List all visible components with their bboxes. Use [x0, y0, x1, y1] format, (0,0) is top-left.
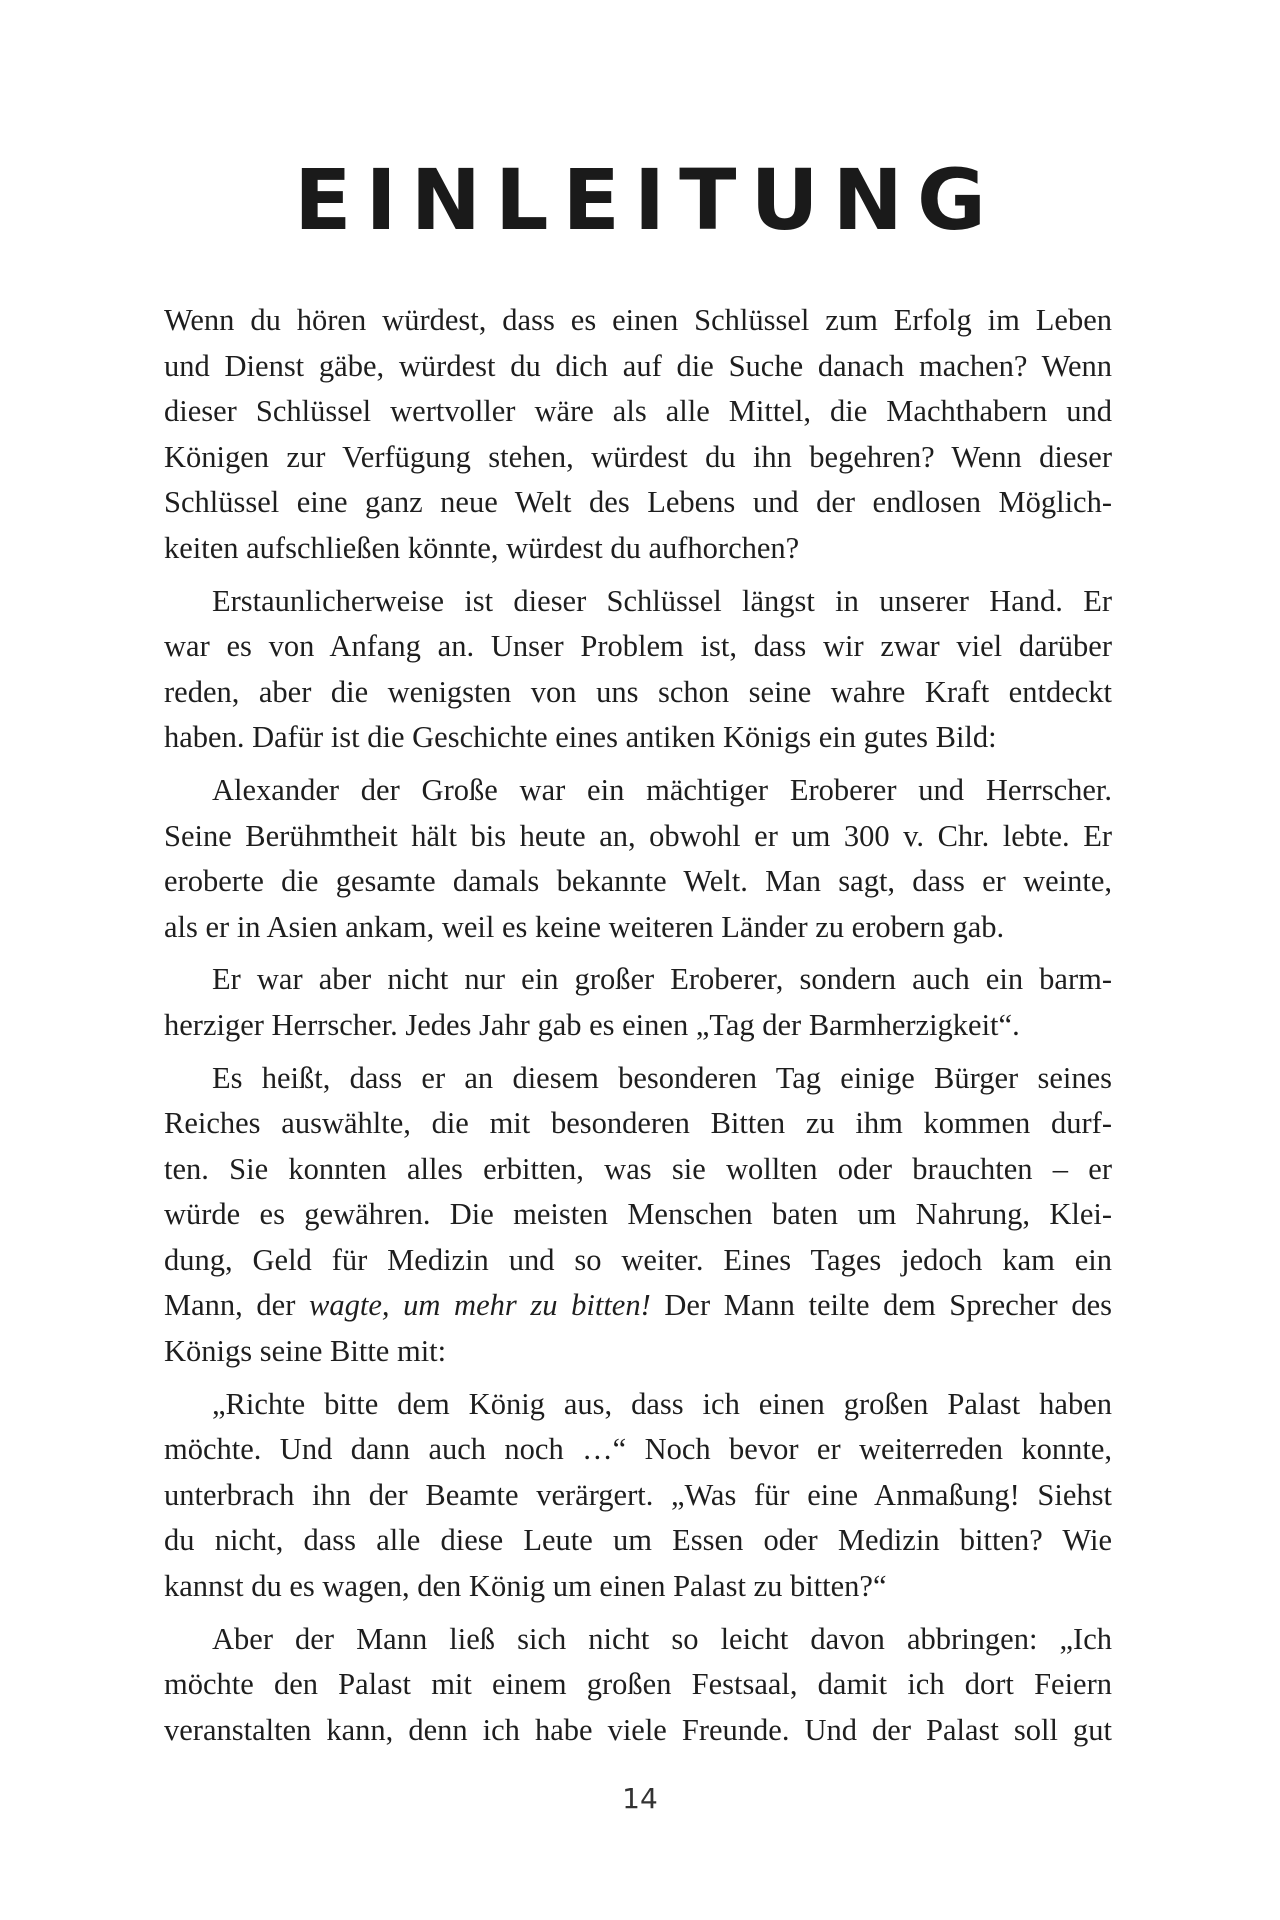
- text-line: möchte. Und dann auch noch …“ Noch bevor er weiterreden konnte,: [164, 1432, 1112, 1467]
- paragraph-3: [164, 768, 1112, 950]
- text-line: eroberte die gesamte damals bekannte Welt. Man sagt, dass er weinte,: [164, 864, 1112, 899]
- paragraph-1: [164, 298, 1112, 572]
- paragraph-5: [164, 1056, 1112, 1375]
- text-line: Reiches auswählte, die mit besonderen Bitten zu ihm kommen durf-: [164, 1106, 1112, 1141]
- text-line: dung, Geld für Medizin und so weiter. Eines Tages jedoch kam ein: [164, 1242, 1112, 1277]
- text-line: Es heißt, dass er an diesem besonderen Tag einige Bürger seines: [212, 1060, 1112, 1095]
- text-line: du nicht, dass alle diese Leute um Essen oder Medizin bitten? Wie: [164, 1523, 1112, 1558]
- text-line: veranstalten kann, denn ich habe viele Freunde. Und der Palast soll gut: [164, 1712, 1112, 1747]
- text-line: Alexander der Große war ein mächtiger Eroberer und Herrscher.: [212, 772, 1112, 807]
- paragraph-7: [164, 1617, 1112, 1754]
- text-line: kannst du es wagen, den König um einen Palast zu bitten?“: [164, 1569, 887, 1604]
- body-text: [164, 298, 1112, 1760]
- text-line: Wenn du hören würdest, dass es einen Schlüssel zum Erfolg im Leben: [164, 303, 1112, 337]
- text-line: war es von Anfang an. Unser Problem ist, dass wir zwar viel darüber: [164, 629, 1112, 664]
- text-line: Seine Berühmtheit hält bis heute an, obwohl er um 300 v. Chr. lebte. Er: [164, 818, 1112, 853]
- page-number: 14: [622, 1782, 658, 1815]
- text-line: reden, aber die wenigsten von uns schon seine wahre Kraft entdeckt: [164, 674, 1112, 709]
- text-line: und Dienst gäbe, würdest du dich auf die Suche danach machen? Wenn: [164, 348, 1112, 383]
- paragraph-6: [164, 1382, 1112, 1610]
- text-line-with-emphasis: [164, 1283, 1112, 1329]
- text-line: Erstaunlicherweise ist dieser Schlüssel längst in unserer Hand. Er: [212, 583, 1112, 618]
- paragraph-4: [164, 957, 1112, 1048]
- text-line: Aber der Mann ließ sich nicht so leicht davon abbringen: „Ich: [212, 1621, 1112, 1656]
- text-line: unterbrach ihn der Beamte verärgert. „Was für eine Anmaßung! Siehst: [164, 1477, 1112, 1512]
- text-line: Königen zur Verfügung stehen, würdest du ihn begehren? Wenn dieser: [164, 439, 1112, 474]
- text-segment: Mann, der: [164, 1288, 310, 1323]
- text-line: als er in Asien ankam, weil es keine weiteren Länder zu erobern gab.: [164, 909, 1005, 944]
- text-line: ten. Sie konnten alles erbitten, was sie wollten oder brauchten – er: [164, 1151, 1112, 1186]
- text-line: „Richte bitte dem König aus, dass ich einen großen Palast haben: [212, 1386, 1112, 1421]
- text-line: möchte den Palast mit einem großen Festsaal, damit ich dort Feiern: [164, 1667, 1112, 1702]
- text-line: haben. Dafür ist die Geschichte eines antiken Königs ein gutes Bild:: [164, 720, 997, 755]
- chapter-title: EINLEITUNG: [294, 151, 1000, 249]
- text-line: Königs seine Bitte mit:: [164, 1334, 447, 1369]
- text-line: dieser Schlüssel wertvoller wäre als alle Mittel, die Machthabern und: [164, 394, 1112, 429]
- text-segment: Der Mann teilte dem Sprecher des: [650, 1288, 1112, 1323]
- text-line: Schlüssel eine ganz neue Welt des Lebens und der endlosen Möglich-: [164, 485, 1112, 520]
- text-line: würde es gewähren. Die meisten Menschen baten um Nahrung, Klei-: [164, 1197, 1112, 1232]
- emphasized-text: wagte, um mehr zu bitten!: [309, 1288, 651, 1323]
- text-line: Er war aber nicht nur ein großer Eroberer, sondern auch ein barm-: [212, 962, 1112, 997]
- paragraph-2: [164, 579, 1112, 761]
- text-line: herziger Herrscher. Jedes Jahr gab es einen „Tag der Barmherzigkeit“.: [164, 1007, 1020, 1042]
- text-line: keiten aufschließen könnte, würdest du aufhorchen?: [164, 530, 800, 565]
